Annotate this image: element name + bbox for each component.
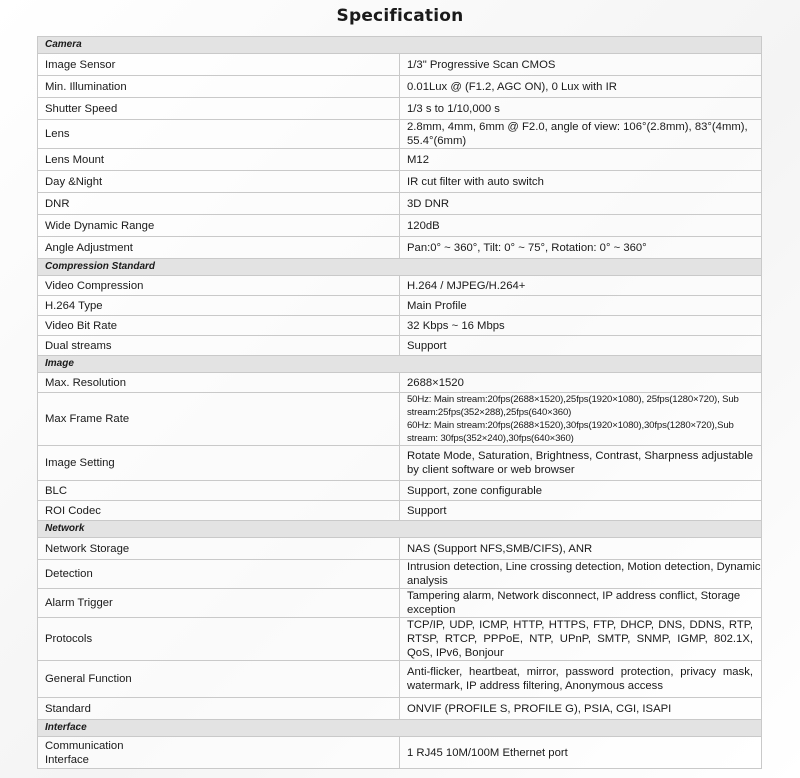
spec-value: Intrusion detection, Line crossing detection, Motion detection, Dynamic analysis — [400, 560, 762, 589]
spec-label: Lens Mount — [38, 149, 400, 171]
spec-label: Protocols — [38, 618, 400, 661]
table-row — [38, 316, 762, 336]
spec-value: Support — [400, 336, 762, 356]
table-row — [38, 446, 762, 481]
table-row — [38, 193, 762, 215]
spec-label: Video Compression — [38, 276, 400, 296]
spec-value: Main Profile — [400, 296, 762, 316]
spec-label: Standard — [38, 698, 400, 720]
spec-label: Dual streams — [38, 336, 400, 356]
section-title: Interface — [38, 720, 762, 737]
spec-label: Wide Dynamic Range — [38, 215, 400, 237]
spec-label: DNR — [38, 193, 400, 215]
spec-value — [400, 393, 762, 446]
table-row — [38, 215, 762, 237]
spec-value: H.264 / MJPEG/H.264+ — [400, 276, 762, 296]
spec-label — [38, 737, 400, 769]
specification-table — [37, 36, 762, 769]
spec-label: BLC — [38, 481, 400, 501]
table-row — [38, 589, 762, 618]
table-row — [38, 698, 762, 720]
spec-label: Max. Resolution — [38, 373, 400, 393]
spec-value: 0.01Lux @ (F1.2, AGC ON), 0 Lux with IR — [400, 76, 762, 98]
section-header-image — [38, 356, 762, 373]
section-header-camera — [38, 37, 762, 54]
table-row — [38, 481, 762, 501]
page-title: Specification — [336, 6, 464, 26]
spec-label: Image Setting — [38, 446, 400, 481]
spec-value: Support, zone configurable — [400, 481, 762, 501]
table-row — [38, 120, 762, 149]
spec-label: Day &Night — [38, 171, 400, 193]
spec-value: IR cut filter with auto switch — [400, 171, 762, 193]
general-function-list: Anti-flicker, heartbeat, mirror, password protection, privacy mask, watermark, IP address filtering, Anonymous access — [407, 666, 753, 692]
spec-label: Video Bit Rate — [38, 316, 400, 336]
protocols-list: TCP/IP, UDP, ICMP, HTTP, HTTPS, FTP, DHCP, DNS, DDNS, RTP, RTSP, RTCP, PPPoE, NTP, UPnP, SMTP, SNMP, IGMP, 802.1X, QoS, IPv6, Bonjour — [407, 619, 753, 659]
spec-value: 1 RJ45 10M/100M Ethernet port — [400, 737, 762, 769]
section-header-compression — [38, 259, 762, 276]
spec-label: Angle Adjustment — [38, 237, 400, 259]
frame-rate-50hz: 50Hz: Main stream:20fps(2688×1520),25fps(1920×1080), 25fps(1280×720), Sub stream:25fps(352×288),25fps(640×360) — [407, 394, 739, 418]
section-title: Image — [38, 356, 762, 373]
spec-value: 32 Kbps ~ 16 Mbps — [400, 316, 762, 336]
spec-label: H.264 Type — [38, 296, 400, 316]
spec-value: Rotate Mode, Saturation, Brightness, Contrast, Sharpness adjustable by client software or web browser — [400, 446, 762, 481]
spec-value: 2.8mm, 4mm, 6mm @ F2.0, angle of view: 106°(2.8mm), 83°(4mm), 55.4°(6mm) — [400, 120, 762, 149]
section-title: Compression Standard — [38, 259, 762, 276]
spec-value: 1/3" Progressive Scan CMOS — [400, 54, 762, 76]
section-header-interface — [38, 720, 762, 737]
spec-value: NAS (Support NFS,SMB/CIFS), ANR — [400, 538, 762, 560]
spec-value: 2688×1520 — [400, 373, 762, 393]
table-row — [38, 560, 762, 589]
frame-rate-60hz: 60Hz: Main stream:20fps(2688×1520),30fps(1920×1080),30fps(1280×720),Sub stream: 30fps(352×240),30fps(640×360) — [407, 420, 734, 444]
spec-value: 3D DNR — [400, 193, 762, 215]
table-row — [38, 737, 762, 769]
spec-value: 1/3 s to 1/10,000 s — [400, 98, 762, 120]
table-row — [38, 237, 762, 259]
label-line: Interface — [45, 753, 89, 766]
spec-label: General Function — [38, 661, 400, 698]
table-row — [38, 149, 762, 171]
table-row — [38, 373, 762, 393]
table-row — [38, 54, 762, 76]
spec-label: Lens — [38, 120, 400, 149]
spec-label: Image Sensor — [38, 54, 400, 76]
table-row — [38, 501, 762, 521]
table-row — [38, 296, 762, 316]
spec-label: Min. Illumination — [38, 76, 400, 98]
spec-value: Pan:0° ~ 360°, Tilt: 0° ~ 75°, Rotation: 0° ~ 360° — [400, 237, 762, 259]
table-row — [38, 276, 762, 296]
table-row — [38, 336, 762, 356]
spec-label: Shutter Speed — [38, 98, 400, 120]
section-header-network — [38, 521, 762, 538]
table-row — [38, 618, 762, 661]
spec-label: Alarm Trigger — [38, 589, 400, 618]
table-row — [38, 393, 762, 446]
table-row — [38, 98, 762, 120]
table-row — [38, 661, 762, 698]
section-title: Network — [38, 521, 762, 538]
label-line: Communication — [45, 739, 124, 752]
table-row — [38, 538, 762, 560]
spec-value — [400, 618, 762, 661]
table-row — [38, 171, 762, 193]
spec-label: ROI Codec — [38, 501, 400, 521]
spec-label: Detection — [38, 560, 400, 589]
spec-value: Tampering alarm, Network disconnect, IP address conflict, Storage exception — [400, 589, 762, 618]
spec-value — [400, 661, 762, 698]
section-title: Camera — [38, 37, 762, 54]
spec-value: M12 — [400, 149, 762, 171]
spec-value: Support — [400, 501, 762, 521]
spec-label: Network Storage — [38, 538, 400, 560]
spec-label: Max Frame Rate — [38, 393, 400, 446]
spec-value: 120dB — [400, 215, 762, 237]
spec-value: ONVIF (PROFILE S, PROFILE G), PSIA, CGI, ISAPI — [400, 698, 762, 720]
table-row — [38, 76, 762, 98]
